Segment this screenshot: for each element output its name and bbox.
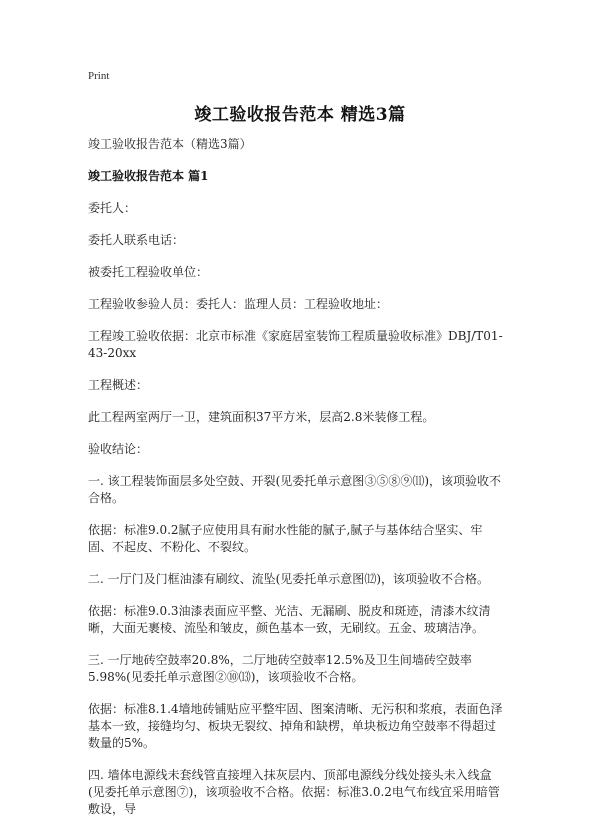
basis-1: 依据：标准9.0.2腻子应使用具有耐水性能的腻子,腻子与基体结合坚实、牢固、不起皮、不粉化、不裂纹。 <box>88 523 483 554</box>
inspection-unit-line: 被委托工程验收单位： <box>88 265 209 279</box>
document-body <box>88 136 506 833</box>
basis-2: 依据：标准9.0.3油漆表面应平整、光洁、无漏刷、脱皮和斑迹，清漆木纹清晰，大面无裹棱、流坠和皱皮，颜色基本一致，无刷纹。五金、玻璃洁净。 <box>88 604 491 635</box>
document-title: 竣工验收报告范本 精选3篇 <box>194 105 406 125</box>
overview-text: 此工程两室两厅一卫，建筑面积37平方米，层高2.8米装修工程。 <box>88 410 435 424</box>
finding-2: 二. 一厅门及门框油漆有刷纹、流坠(见委托单示意图⑿)，该项验收不合格。 <box>88 572 489 586</box>
finding-3: 三. 一厅地砖空鼓率20.8%，二厅地砖空鼓率12.5%及卫生间墙砖空鼓率5.98%(见委托单示意图②⑩⒀)，该项验收不合格。 <box>88 653 472 684</box>
basis-line: 工程竣工验收依据：北京市标准《家庭居室装饰工程质量验收标准》DBJ/T01-43-20xx <box>88 329 503 360</box>
finding-4: 四. 墙体电源线未套线管直接埋入抹灰层内、顶部电源线分线处接头未入线盒(见委托单示意图⑦)，该项验收不合格。依据：标准3.0.2电气布线宜采用暗管敷设，导 <box>88 768 500 816</box>
finding-1: 一. 该工程装饰面层多处空鼓、开裂(见委托单示意图③⑤⑧⑨⑾)，该项验收不合格。 <box>88 474 501 505</box>
conclusion-heading: 验收结论： <box>88 442 149 456</box>
overview-heading: 工程概述： <box>88 378 149 392</box>
client-line: 委托人： <box>88 201 137 215</box>
print-label[interactable]: Print <box>88 70 110 82</box>
participants-line: 工程验收参验人员：委托人：监理人员：工程验收地址： <box>88 297 389 311</box>
client-phone-line: 委托人联系电话： <box>88 233 185 247</box>
section-heading: 竣工验收报告范本 篇1 <box>88 169 209 183</box>
subtitle-paragraph: 竣工验收报告范本（精选3篇） <box>88 137 252 151</box>
basis-3: 依据：标准8.1.4墙地砖铺贴应平整牢固、图案清晰、无污积和浆痕，表面色泽基本一致，接缝均匀、板块无裂纹、掉角和缺楞，单块板边角空鼓率不得超过数量的5%。 <box>88 702 503 750</box>
